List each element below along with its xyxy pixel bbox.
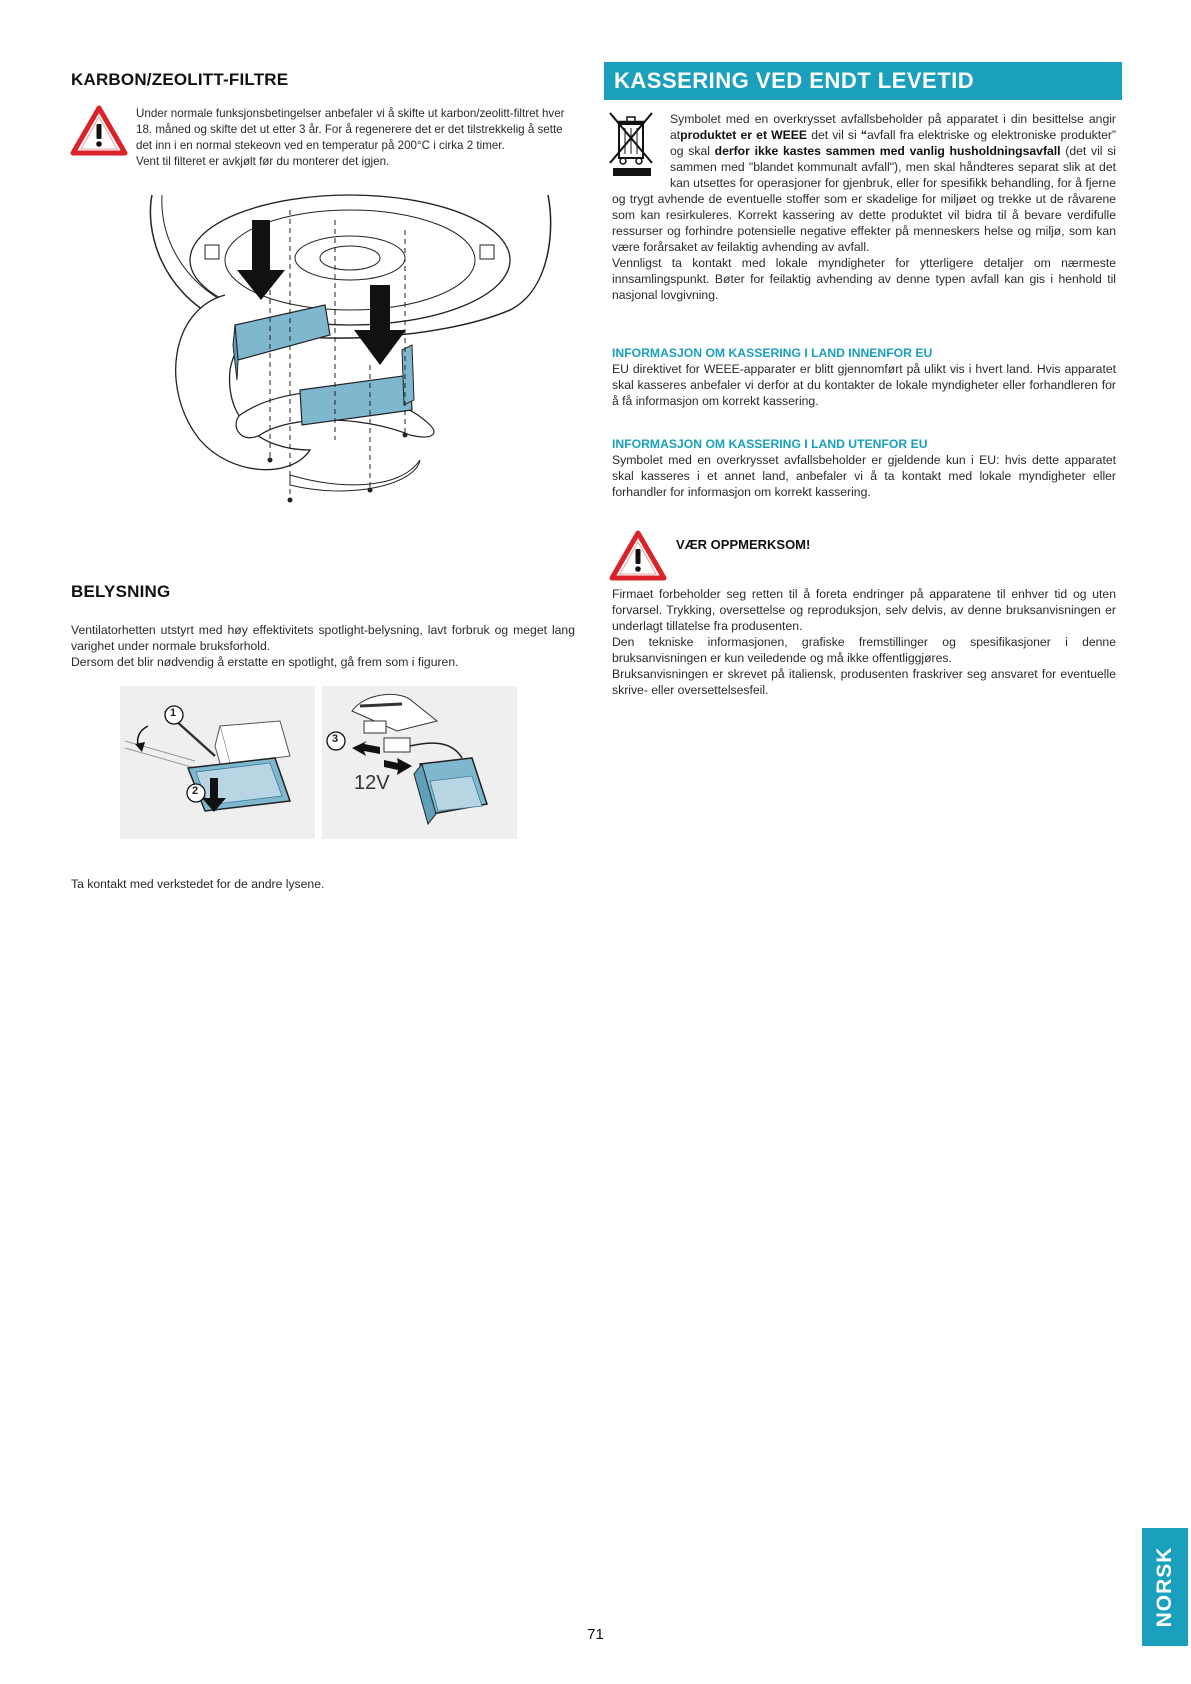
carbon-line-4: Vent til filteret er avkjølt før du monterer det igjen. <box>136 155 390 168</box>
eu-inside-section <box>612 345 1116 409</box>
disposal-banner: KASSERING VED ENDT LEVETID <box>604 62 1122 100</box>
attention-text <box>612 586 1116 698</box>
lighting-title: BELYSNING <box>71 582 171 601</box>
eu-inside-title: INFORMASJON OM KASSERING I LAND INNENFOR EU <box>612 346 933 360</box>
language-side-tab-label: NORSK <box>1153 1546 1176 1628</box>
carbon-filter-text <box>136 106 576 170</box>
voltage-label: 12V <box>354 772 390 794</box>
spotlight-removal-figure <box>120 686 315 839</box>
attention-paragraph-3: Bruksanvisningen er skrevet på italiensk, produsenten fraskriver seg ansvaret for eventuelle skrive- eller oversettelsesfeil. <box>612 667 1116 697</box>
attention-paragraph-2: Den tekniske informasjonen, grafiske fremstillinger og spesifikasjoner i denne bruksanvisningen er kun veiledende og må ikke offentliggjøres. <box>612 635 1116 665</box>
carbon-filter-illustration <box>140 190 560 540</box>
attention-paragraph-1: Firmaet forbeholder seg retten til å foreta endringer på apparatene til enhver tid og uten forvarsel. Trykking, oversettelse og reproduksjon, selv delvis, av denne bruksanvisningen er underlagt tillatelse fra produsenten. <box>612 587 1116 633</box>
other-lights-note: Ta kontakt med verkstedet for de andre lysene. <box>71 877 325 891</box>
lighting-paragraph-1: Ventilatorhetten utstyrt med høy effektivitets spotlight-belysning, lavt forbruk og meget lang varighet under normale bruksforhold. <box>71 623 575 653</box>
disposal-paragraph-2: Vennligst ta kontakt med lokale myndigheter for ytterligere detaljer om nærmeste innsamlingspunkt. Bøter for feilaktig avhending av denne typen avfall kan gis i henhold til nasjonal lovgivning. <box>612 256 1116 302</box>
page-number: 71 <box>587 1626 604 1643</box>
carbon-line-2: 18. måned og skifte det ut etter 3 år. For å regenerere det er det tilstrekkelig å sette <box>136 123 563 136</box>
step-2-label: 2 <box>192 785 199 797</box>
carbon-filter-title: KARBON/ZEOLITT-FILTRE <box>71 70 289 89</box>
step-1-label: 1 <box>170 707 177 719</box>
eu-outside-section <box>612 436 1116 500</box>
attention-triangle-icon <box>609 530 667 582</box>
disposal-paragraph-1: Symbolet med en overkrysset avfallsbeholder på apparatet i din besittelse angir atproduktet er et WEEE det vil si “avfall fra elektriske og elektroniske produkter” og skal derfor ikke kastes sammen med vanlig husholdningsavfall (det vil si sammen med "blandet kommunalt avfall"), men skal håndteres separat slik at det kan utsettes for operasjoner for gjenbruk, eller for spesifikk behandling, for å fjerne og trygt avhende de eventuelle stoffer som er skadelige for miljøet og trekke ut de råvarene som kan resirkuleres. Korrekt kassering av dette produktet vil bidra til å bevare verdifulle ressurser og forhindre potensielle negative effekter på menneskers helse og miljø, som kan være forårsaket av feilaktig avhending av avfall. <box>612 112 1116 254</box>
carbon-line-1: Under normale funksjonsbetingelser anbefaler vi å skifte ut karbon/zeolitt-filtret hver <box>136 107 565 120</box>
eu-outside-text: Symbolet med en overkrysset avfallsbeholder er gjeldende kun i EU: hvis dette apparatet skal kasseres i et annet land, anbefaler vi å ta kontakt med lokale myndigheter eller forhandler for informasjon om korrekt kassering. <box>612 453 1116 499</box>
eu-inside-text: EU direktivet for WEEE-apparater er blitt gjennomført på ulikt vis i hvert land. Hvis apparatet skal kasseres anbefaler vi derfor at du kontakter de lokale myndigheter eller forhandleren for å få informasjon om korrekt kassering. <box>612 362 1116 408</box>
attention-title: VÆR OPPMERKSOM! <box>676 537 811 552</box>
disposal-text <box>612 111 1116 303</box>
warning-triangle-icon <box>70 105 128 157</box>
spotlight-connector-figure <box>322 686 517 839</box>
eu-outside-title: INFORMASJON OM KASSERING I LAND UTENFOR EU <box>612 437 928 451</box>
carbon-line-3: det inn i en normal stekeovn ved en temperatur på 200°C i cirka 2 timer. <box>136 139 505 152</box>
step-3-label: 3 <box>332 733 339 745</box>
lighting-paragraph-2: Dersom det blir nødvendig å erstatte en spotlight, gå frem som i figuren. <box>71 655 459 669</box>
